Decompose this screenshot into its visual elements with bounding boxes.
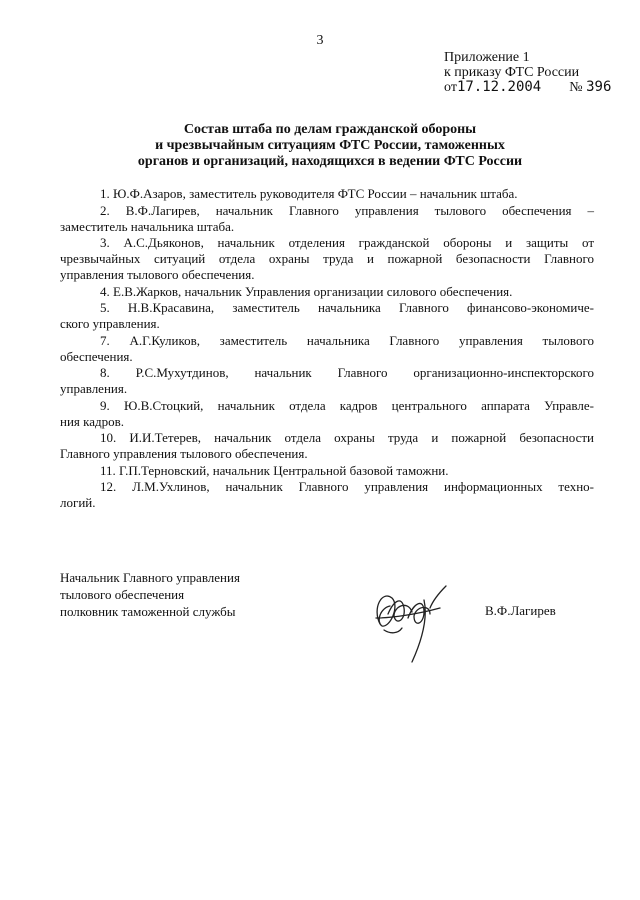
list-item-line: 10. И.И.Тетерев, начальник отдела охраны труда и пожарной безопасности xyxy=(100,430,594,445)
list-item-line: 12. Л.М.Ухлинов, начальник Главного управления информационных техно- xyxy=(100,479,594,494)
annex-order-ref: к приказу ФТС России xyxy=(444,65,580,80)
list-item-line: 8. Р.С.Мухутдинов, начальник Главного организационно-инспекторского xyxy=(100,365,594,380)
list-item xyxy=(60,300,594,332)
list-item xyxy=(60,235,594,283)
list-item-line: Главного управления тылового обеспечения. xyxy=(60,446,308,461)
signer-position-line: Начальник Главного управления xyxy=(60,570,240,585)
number-sign: № xyxy=(569,80,583,95)
list-item-line: заместитель начальника штаба. xyxy=(60,218,235,234)
list-item-line: обеспечения. xyxy=(60,348,133,364)
list-item-line: управления. xyxy=(60,381,128,396)
document-title xyxy=(60,122,600,170)
list-item xyxy=(60,203,594,235)
list-item xyxy=(60,398,594,430)
list-item xyxy=(60,479,594,511)
list-item-line: управления тылового обеспечения. xyxy=(60,267,255,282)
signer-position-line: тылового обеспечения xyxy=(60,587,185,602)
order-number: 396 xyxy=(586,79,612,95)
list-item-line: 11. Г.П.Терновский, начальник Центральной базовой таможни. xyxy=(100,462,449,478)
list-item-line: 2. В.Ф.Лагирев, начальник Главного управления тылового обеспечения – xyxy=(100,202,594,218)
list-item-line: ского управления. xyxy=(60,316,160,331)
list-item xyxy=(60,365,594,397)
list-item-line: 7. А.Г.Куликов, заместитель начальника Главного управления тылового xyxy=(100,332,594,348)
list-item xyxy=(60,333,594,365)
list-item-line: 5. Н.В.Красавина, заместитель начальника Главного финансово-экономиче- xyxy=(100,300,594,315)
list-item xyxy=(60,430,594,462)
signer-rank: полковник таможенной службы xyxy=(60,604,236,619)
list-item-line: 3. А.С.Дьяконов, начальник отделения гражданской обороны и защиты от xyxy=(100,235,594,250)
signature-block xyxy=(60,569,240,620)
title-line: и чрезвычайным ситуациям ФТС России, таможенных xyxy=(155,138,505,153)
title-line: органов и организаций, находящихся в ведении ФТС России xyxy=(137,154,523,169)
annex-header xyxy=(444,50,611,95)
list-item-line: чрезвычайных ситуаций отдела охраны труда и пожарной безопасности Главного xyxy=(60,251,594,266)
list-item xyxy=(60,463,594,479)
handwritten-signature xyxy=(368,578,450,664)
list-item-line: 4. Е.В.Жарков, начальник Управления организации силового обеспечения. xyxy=(100,283,513,299)
signer-name: В.Ф.Лагирев xyxy=(485,603,556,618)
order-date: 17.12.2004 xyxy=(456,79,542,95)
list-item xyxy=(60,284,594,300)
member-list xyxy=(60,186,594,512)
date-prefix: от xyxy=(444,80,457,95)
list-item-line: 9. Ю.В.Стоцкий, начальник отдела кадров центрального аппарата Управле- xyxy=(100,397,594,413)
annex-date-line xyxy=(444,80,611,95)
list-item-line: ния кадров. xyxy=(60,413,125,429)
title-line: Состав штаба по делам гражданской обороны xyxy=(183,122,477,137)
page-number: 3 xyxy=(316,33,324,48)
list-item-line: 1. Ю.Ф.Азаров, заместитель руководителя ФТС России – начальник штаба. xyxy=(100,186,518,201)
annex-title: Приложение 1 xyxy=(444,50,530,65)
list-item xyxy=(60,186,594,202)
list-item-line: логий. xyxy=(60,495,96,510)
